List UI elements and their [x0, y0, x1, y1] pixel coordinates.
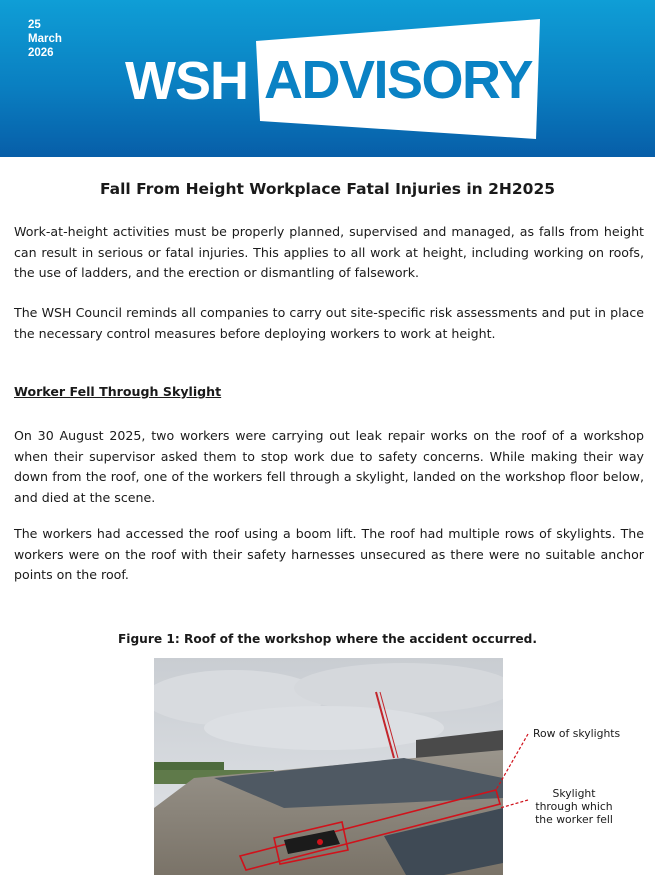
page-title: Fall From Height Workplace Fatal Injuries in 2H2025: [99, 180, 556, 198]
cloud: [204, 706, 444, 750]
issue-date-year: 2026: [28, 47, 54, 59]
header-banner: [0, 0, 655, 157]
intro-paragraph-2: The WSH Council reminds all companies to carry out site-specific risk assessments and put in place the necessary control measures before deploying workers to work at height.: [14, 305, 644, 341]
issue-date: [28, 18, 62, 60]
annotation-skylight-line-3: the worker fell: [535, 813, 613, 826]
annotation-row-of-skylights: Row of skylights: [533, 727, 621, 740]
skylight-leader-line: [500, 800, 528, 808]
annotation-skylight-line-2: through which: [535, 800, 613, 813]
brand-advisory-text: ADVISORY: [263, 50, 533, 110]
brand-wsh-text: WSH: [125, 51, 248, 111]
intro-paragraph-1: Work-at-height activities must be properly planned, supervised and managed, as falls from height can result in serious or fatal injuries. This applies to all work at height, including working on roofs, the use of ladders, and the erection or dismantling of falsework.: [14, 224, 644, 280]
issue-date-month: March: [28, 33, 62, 45]
incident-paragraph-1: On 30 August 2025, two workers were carrying out leak repair works on the roof of a workshop when their supervisor asked them to stop work due to safety concerns. While making their way down from the roof, one of the workers fell through a skylight, landed on the workshop floor below, and died at the scene.: [14, 428, 644, 505]
annotation-skylight-line-1: Skylight: [552, 787, 596, 800]
section-heading: Worker Fell Through Skylight: [14, 384, 222, 399]
annotation-skylight: [533, 787, 615, 826]
roof-photo: [154, 658, 503, 875]
figure-caption: Figure 1: Roof of the workshop where the accident occurred.: [117, 632, 538, 646]
issue-date-day: 25: [28, 19, 41, 31]
incident-paragraph-2: The workers had accessed the roof using a boom lift. The roof had multiple rows of skylights. The workers were on the roof with their safety harnesses unsecured as there were no suitable anchor points on the roof.: [14, 526, 644, 582]
fall-marker: [317, 839, 323, 845]
